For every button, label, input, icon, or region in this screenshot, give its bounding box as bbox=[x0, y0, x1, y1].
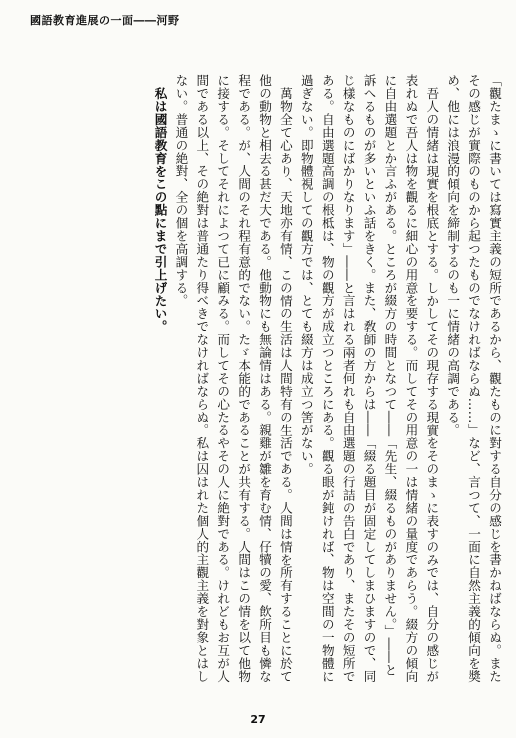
running-header: 國語教育進展の一面――河野 bbox=[30, 14, 180, 27]
paragraph-4: 私は國語教育をこの點にまで引上げたい。 bbox=[152, 86, 168, 333]
page-number: 27 bbox=[250, 713, 266, 726]
paragraph-2: 吾人の情緒は現實を根底とする。しかしてその現存する現實をそのまゝに表すのみでは、自分の感じが表れぬで吾人は物を觀るに細心の用意を要する。而してその用意の一は情緒の量度であらう。綴方の傾向に自由選題とか言ふがある。ところが綴方の時間となつて――「先生、綴るものがありません。」――と訴へるものが多いといふ話をきく。また、敎師の方からは――「綴る題目が固定してしまひますので、同じ樣なものにばかりなります」――と言はれる兩者何れも自由選題の行詰の告白であり、またその短所である。自由選題高調の根柢は、物の觀方が成立つところにある。觀る眼が鈍ければ、物は空間の一物體に過ぎない。即物體視しての觀方では、とても綴方は成立つ筈がない。 bbox=[298, 74, 440, 683]
paragraph-3: 萬物全て心あり、天地亦有情、この情の生活は人間特有の生活である。人間は情を所有することに於て他の動物と相去る甚だ大である。他動物にも無論情はある。親雞が雛を育む情、仔犢の愛、飲所目も憐な程である。が、人間のそれ程有意的でない。たゞ本能的であることが共有する。人間はこの情を以て他物に接する。そしてそれによつて已に顧みる。而してその心たるやその人に絶對である。けれどもお互が人間である以上、その絶對は普通たり得べきでなければならぬ。私は囚はれた個人的主觀主義を對象とはしない。普通の絶對、全の個を高調する。 bbox=[173, 74, 293, 683]
paragraph-1: 「觀たまゝに書いては寫實主義の短所であるから、觀たものに對する自分の感じを書かねばならぬ。またその感じが實際のものから起つたものでなければならぬ……」など、言つて、一面に自然主義的傾向を奬め、他には浪漫的傾向を締制するのも一に情緒の高調である。 bbox=[445, 74, 502, 683]
vertical-body-text bbox=[64, 74, 504, 684]
